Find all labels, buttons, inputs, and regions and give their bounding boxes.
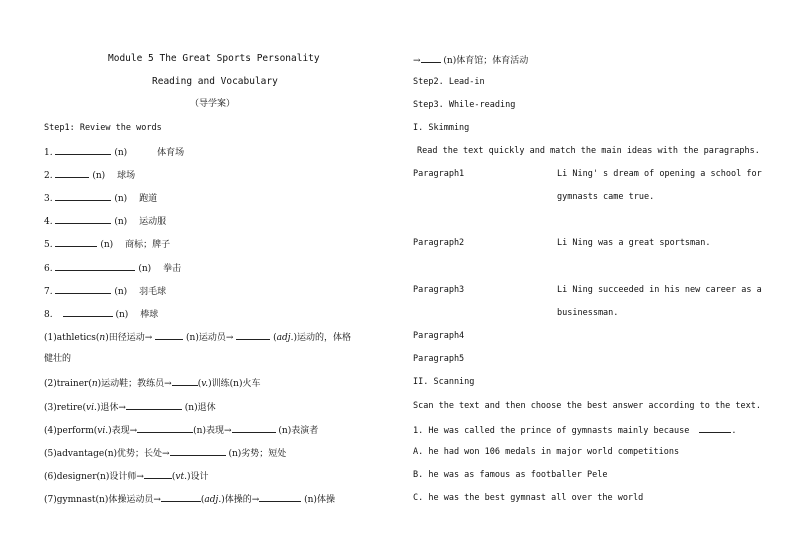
- scanning-heading: II. Scanning: [413, 377, 475, 387]
- paragraph-label: Paragraph1: [413, 169, 465, 179]
- derivation-3: (3)retire(vi.)退休→ (n)退休: [44, 400, 216, 414]
- paragraph-label: Paragraph3: [413, 285, 465, 295]
- skimming-instruction: Read the text quickly and match the main ideas with the paragraphs.: [417, 146, 760, 156]
- step2-heading: Step2. Lead-in: [413, 77, 485, 87]
- derivation-1: (1)athletics(n)田径运动→ (n)运动员→ (adj.)运动的，体格: [44, 330, 351, 344]
- word-item-6: 6. (n) 拳击: [44, 261, 181, 275]
- word-item-2: 2. (n) 球场: [44, 168, 135, 182]
- derivation-7: (7)gymnast(n)体操运动员→ (adj.)体操的→ (n)体操: [44, 492, 335, 506]
- derivation-4: (4)perform(vi.)表现→ (n)表现→ (n)表演者: [44, 423, 318, 437]
- word-item-4: 4. (n) 运动服: [44, 214, 166, 228]
- paragraph-label: Paragraph2: [413, 238, 465, 248]
- word-item-5: 5. (n) 商标；牌子: [44, 237, 170, 251]
- main-idea-continued: gymnasts came true.: [557, 192, 655, 202]
- document-title: Module 5 The Great Sports Personality: [108, 53, 320, 64]
- derivation-5: (5)advantage(n)优势；长处→ (n)劣势；短处: [44, 446, 286, 460]
- scanning-instruction: Scan the text and then choose the best answer according to the text.: [413, 401, 761, 411]
- word-item-3: 3. (n) 跑道: [44, 191, 157, 205]
- paragraph-row-3: [413, 284, 773, 296]
- skimming-heading: I. Skimming: [413, 123, 470, 133]
- question-1: 1. He was called the prince of gymnasts mainly because .: [413, 423, 736, 437]
- derivation-6: (6)designer(n)设计师→ (vt.)设计: [44, 469, 208, 483]
- paragraph-row-2: [413, 237, 773, 249]
- option-c: C. he was the best gymnast all over the world: [413, 493, 644, 503]
- step1-heading: Step1: Review the words: [44, 123, 162, 133]
- main-idea: Li Ning was a great sportsman.: [557, 238, 711, 248]
- derivation-1-continued: 健壮的: [44, 354, 72, 364]
- paragraph-row-1: [413, 168, 773, 180]
- main-idea: Li Ning' s dream of opening a school for: [557, 169, 762, 179]
- word-item-7: 7. (n) 羽毛球: [44, 284, 166, 298]
- document-tag: （导学案）: [190, 99, 236, 109]
- derivation-2: (2)trainer(n)运动鞋；教练员→ (v.)训练(n)火车: [44, 376, 260, 390]
- word-item-8: 8. (n) 棒球: [44, 307, 158, 321]
- step3-heading: Step3. While-reading: [413, 100, 516, 110]
- main-idea-continued: businessman.: [557, 308, 619, 318]
- option-a: A. he had won 106 medals in major world competitions: [413, 447, 680, 457]
- paragraph-label-4: Paragraph4: [413, 331, 465, 341]
- derivation-7-continued: → (n)体育馆；体育活动: [413, 53, 528, 67]
- main-idea: Li Ning succeeded in his new career as a: [557, 285, 762, 295]
- document-subtitle: Reading and Vocabulary: [152, 76, 278, 87]
- paragraph-label-5: Paragraph5: [413, 354, 465, 364]
- word-item-1: 1. (n) 体育场: [44, 145, 184, 159]
- option-b: B. he was as famous as footballer Pele: [413, 470, 608, 480]
